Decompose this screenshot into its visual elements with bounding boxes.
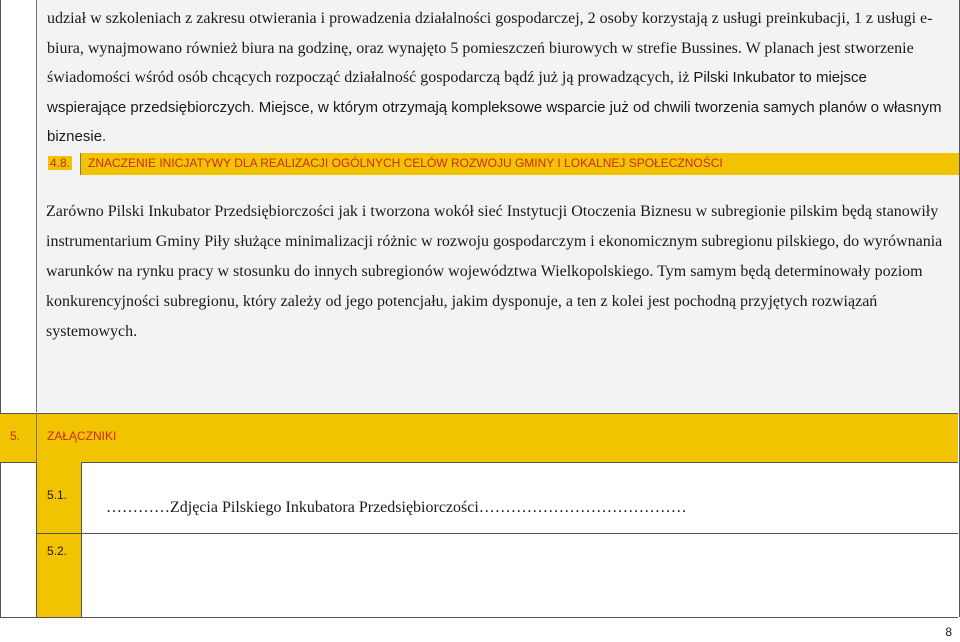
attachment-2-number: 5.2. [47,544,68,558]
attachment-1-number: 5.1. [47,488,68,502]
section-4-8-number: 4.8. [50,156,71,170]
intro-text-serif: udział w szkoleniach z zakresu otwierania i prowadzenia działalności gospodarczej, 2 osoby korzystają z usługi preinkubacji, 1 z usługi e-biura, wynajmowano również biura na godzinę, oraz wynajęto 5 pomieszczeń biurowych w strefie Bussines. W planach jest stworzenie świadomości wśród osób chcących rozpocząć działalność gospodarczą bądź już ją prowadzących, iż [47,10,933,86]
intro-text-sans: Pilski Inkubator to miejsce wspierające przedsiębiorczych. Miejsce, w którym otrzymają kompleksowe wsparcie już od chwili tworzenia samych planów o własnym biznesie. [47,69,942,145]
section-4-8-heading [80,153,959,175]
section-5-heading [36,414,959,462]
section-5-number: 5. [10,429,21,443]
section-5-row [0,413,958,463]
intro-paragraph [47,4,947,152]
attachment-row-divider [36,533,958,534]
section-5-title: ZAŁĄCZNIKI [47,429,117,443]
section-4-8-body: Zarówno Pilski Inkubator Przedsiębiorczości jak i tworzona wokół sieć Instytucji Otoczenia Biznesu w subregionie pilskim będą stanowiły instrumentarium Gminy Piły służące minimalizacji różnic w rozwoju gospodarczym i ekonomicznym subregionu pilskiego, do wyrównania warunków na rynku pracy w stosunku do innych subregionów województwa Wielkopolskiego. Tym samym będą determinowały poziom konkurencyjności subregionu, który zależy od jego potencjału, jakim dysponuje, a ten z kolei jest pochodną przyjętych rozwiązań systemowych. [46,203,943,340]
attachment-1-text: …………Zdjęcia Pilskiego Inkubatora Przedsiębiorczości………………………………… [106,499,687,516]
section-4-8-title: ZNACZENIE INICJATYWY DLA REALIZACJI OGÓLNYCH CELÓW ROZWOJU GMINY I LOKALNEJ SPOŁECZNOŚCI [88,156,723,170]
table-bottom-border [0,617,958,618]
page-number: 8 [945,625,952,639]
attachment-number-column [36,462,82,617]
